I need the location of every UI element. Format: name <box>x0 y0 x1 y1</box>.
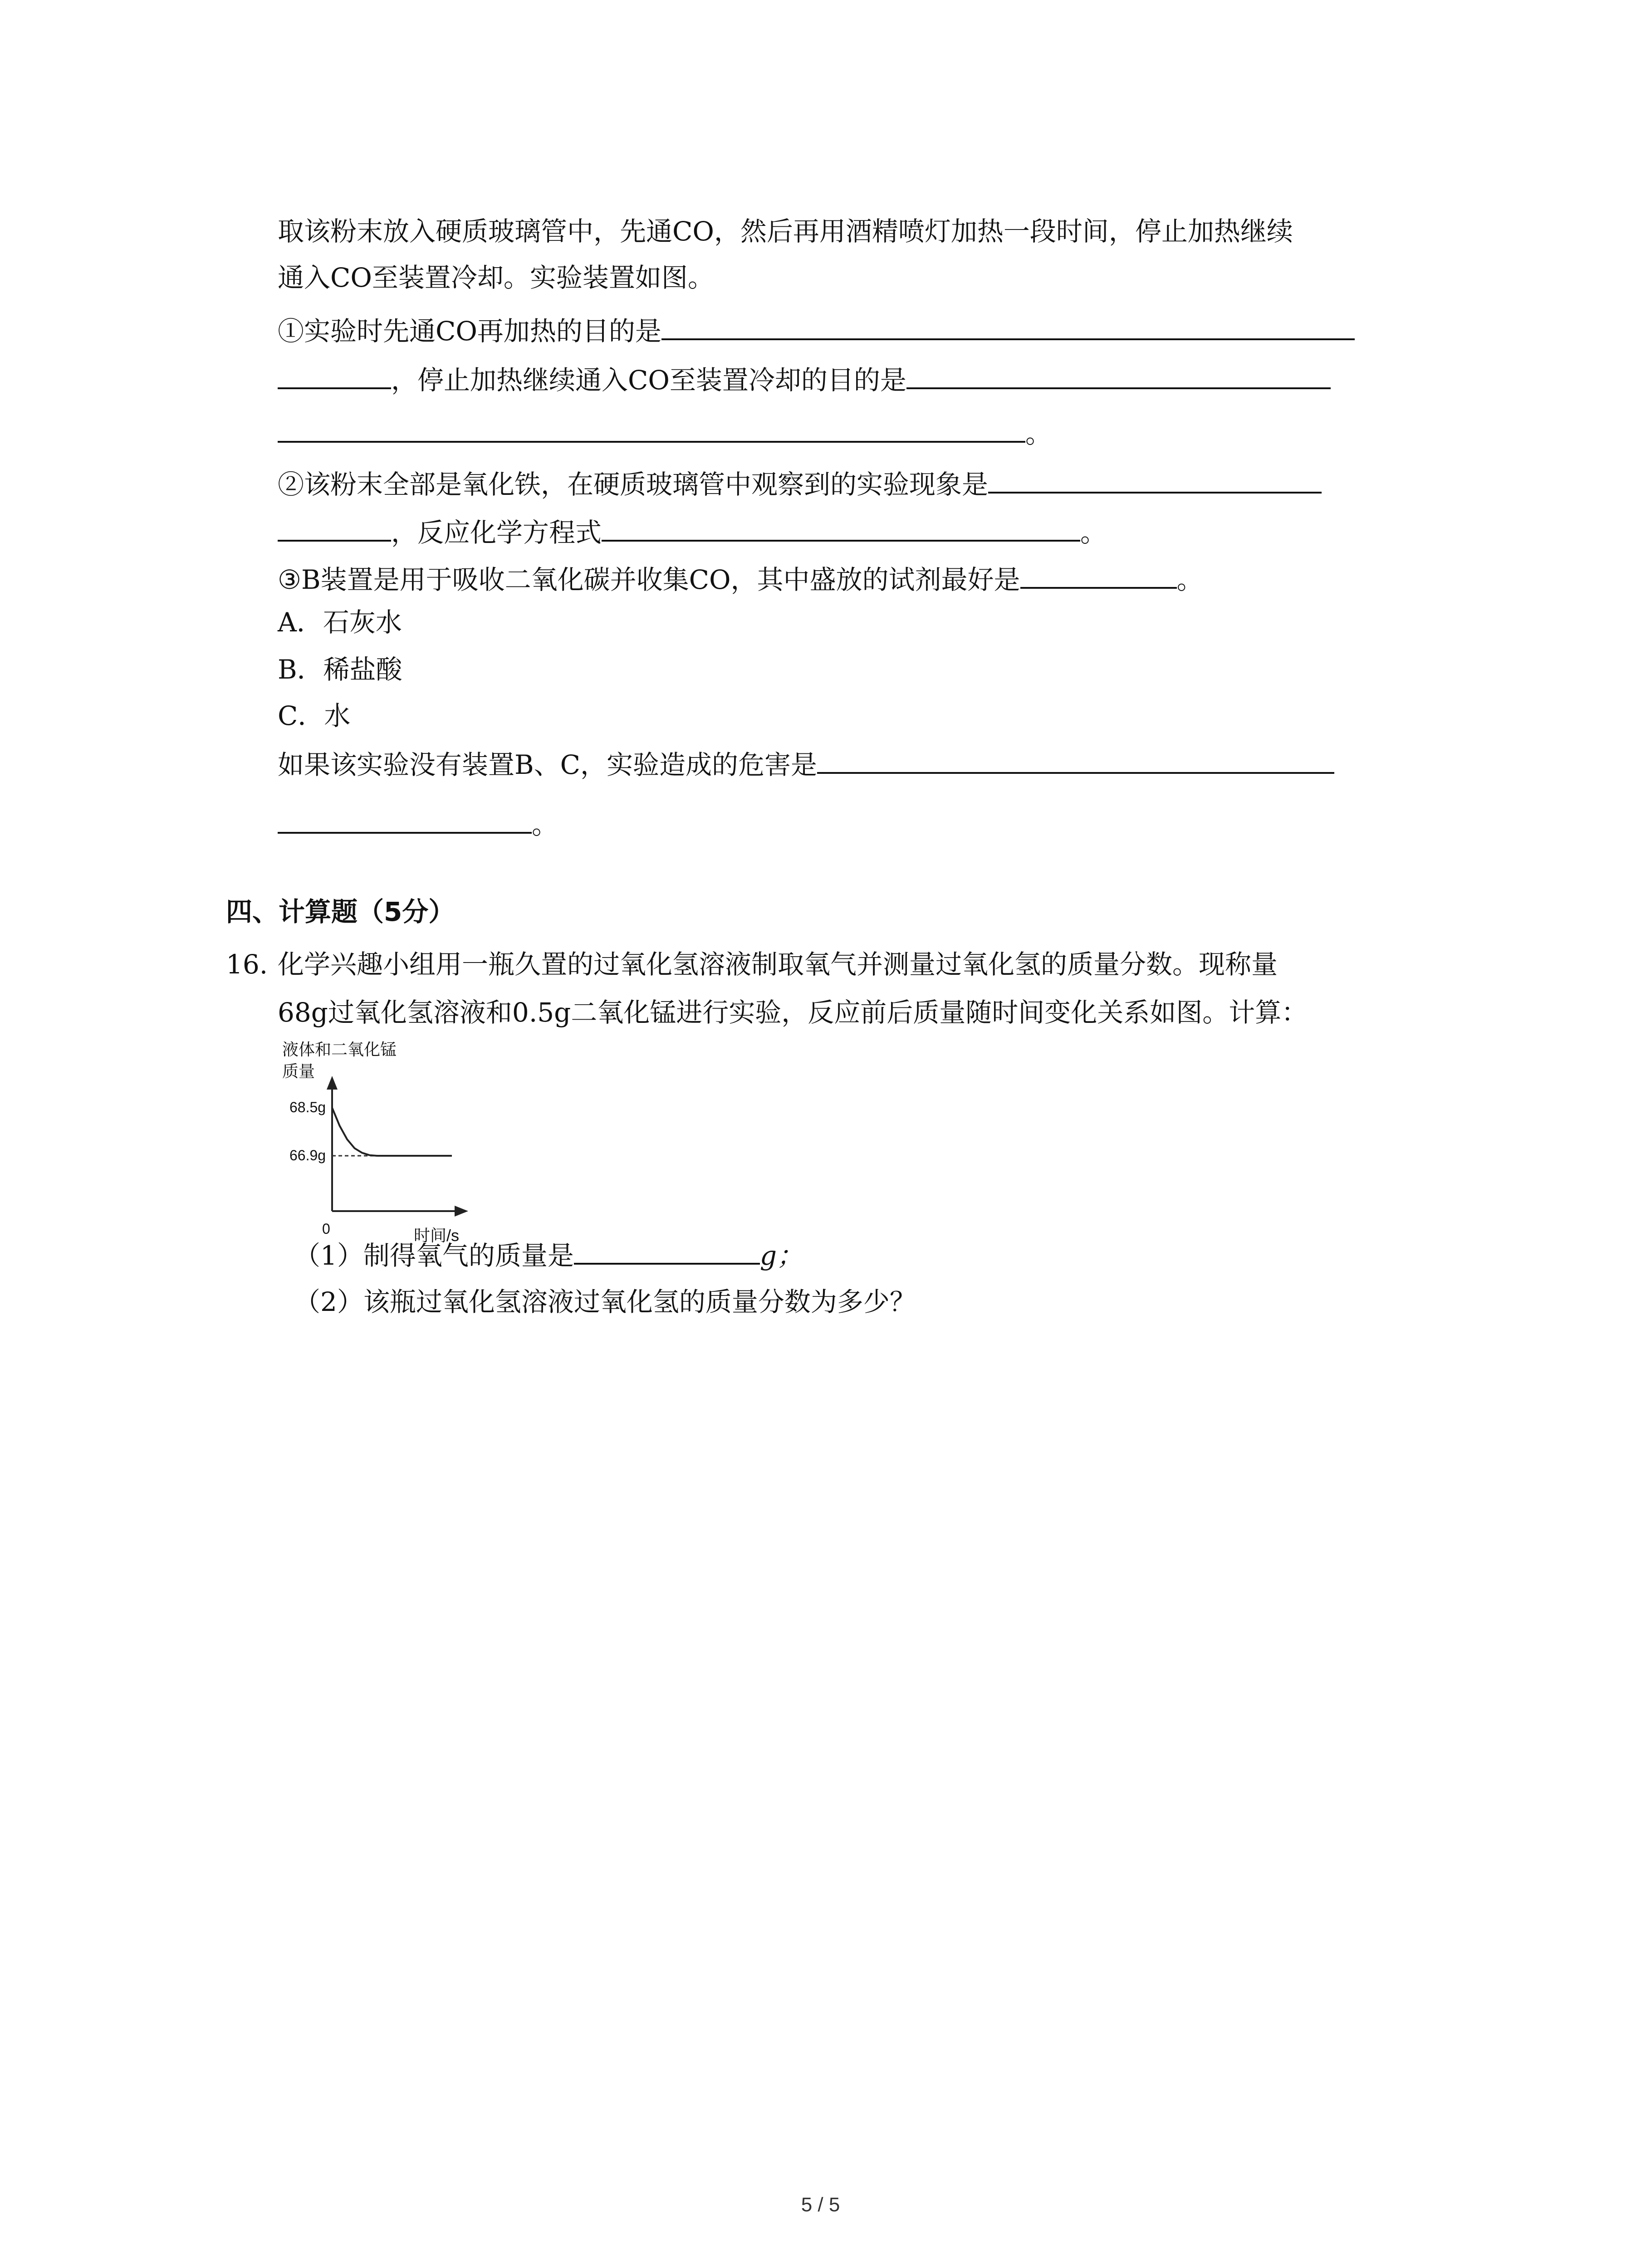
q15-part2-line2 <box>278 515 1107 549</box>
graph-xlabel: 时间/s <box>414 1226 460 1245</box>
q16-number: 16. <box>226 949 268 980</box>
q15-part1-line2 <box>278 363 1331 396</box>
answer-blank-2-cont[interactable] <box>278 416 1025 443</box>
q16-stem-line2: 68g过氧化氢溶液和0.5g二氧化锰进行实验，反应前后质量随时间变化关系如图。计算： <box>278 997 1308 1028</box>
mass-time-graph <box>278 1039 595 1247</box>
answer-blank-3[interactable] <box>988 467 1322 494</box>
q15-part4-prompt: 如果该实验没有装置B、C，实验造成的危害是 <box>278 749 818 780</box>
q16-sub1-prompt: （1）制得氧气的质量是 <box>294 1240 574 1271</box>
answer-blank-2[interactable] <box>906 363 1331 389</box>
graph-x-axis-arrow <box>455 1206 468 1217</box>
q15-intro-line2: 通入CO至装置冷却。实验装置如图。 <box>278 262 714 293</box>
q15-part4-line2 <box>278 807 558 841</box>
q15-option-b: B．稀盐酸 <box>278 654 402 685</box>
q15-part1-end: 。 <box>1025 418 1052 449</box>
q15-part2-prompt: ②该粉末全部是氧化铁，在硬质玻璃管中观察到的实验现象是 <box>278 469 989 500</box>
graph-y-axis-arrow <box>327 1076 338 1090</box>
q15-part1-line1 <box>278 314 1355 347</box>
answer-blank-6[interactable] <box>817 748 1334 774</box>
q16-sub2: （2）该瓶过氧化氢溶液过氧化氢的质量分数为多少？ <box>294 1286 916 1317</box>
graph-ylabel-line1: 液体和二氧化锰 <box>282 1040 397 1059</box>
q15-option-a: A．石灰水 <box>278 607 402 638</box>
graph-tick-high: 68.5g <box>289 1099 326 1115</box>
section-title: 四、计算题（5分） <box>226 896 455 927</box>
q15-part3-line <box>278 562 1203 596</box>
q15-part3-end: 。 <box>1176 564 1203 595</box>
q15-part1-prompt: ①实验时先通CO再加热的目的是 <box>278 316 661 347</box>
answer-blank-4[interactable] <box>602 515 1080 542</box>
q15-part2-prompt2: ，反应化学方程式 <box>391 517 602 548</box>
graph-origin-label: 0 <box>322 1221 330 1237</box>
q15-part1-prompt2: ，停止加热继续通入CO至装置冷却的目的是 <box>391 365 906 396</box>
answer-blank-1-cont[interactable] <box>278 363 391 389</box>
answer-blank-7[interactable] <box>574 1238 760 1265</box>
page-number: 5 / 5 <box>801 2194 840 2216</box>
q15-option-c: C．水 <box>278 700 351 731</box>
q16-stem-line1: 化学兴趣小组用一瓶久置的过氧化氢溶液制取氧气并测量过氧化氢的质量分数。现称量 <box>278 949 1278 980</box>
graph-tick-low: 66.9g <box>289 1147 326 1163</box>
q16-sub1 <box>294 1238 803 1272</box>
answer-blank-5[interactable] <box>1020 562 1177 589</box>
q15-part1-line3 <box>278 416 1052 450</box>
q15-part4-end: 。 <box>532 809 558 840</box>
graph-mass-curve <box>332 1108 452 1156</box>
q15-part2-end: 。 <box>1080 517 1107 548</box>
q15-part3-prompt: ③B装置是用于吸收二氧化碳并收集CO，其中盛放的试剂最好是 <box>278 564 1020 595</box>
answer-blank-6-cont[interactable] <box>278 807 532 834</box>
q15-part2-line1 <box>278 467 1322 501</box>
answer-blank-1[interactable] <box>661 314 1355 340</box>
answer-blank-3-cont[interactable] <box>278 515 391 542</box>
q15-part4-line1 <box>278 748 1334 781</box>
q15-intro-line1: 取该粉末放入硬质玻璃管中，先通CO，然后再用酒精喷灯加热一段时间，停止加热继续 <box>278 216 1293 247</box>
q16-sub1-unit: g； <box>759 1240 803 1271</box>
graph-ylabel-line2: 质量 <box>282 1062 315 1080</box>
